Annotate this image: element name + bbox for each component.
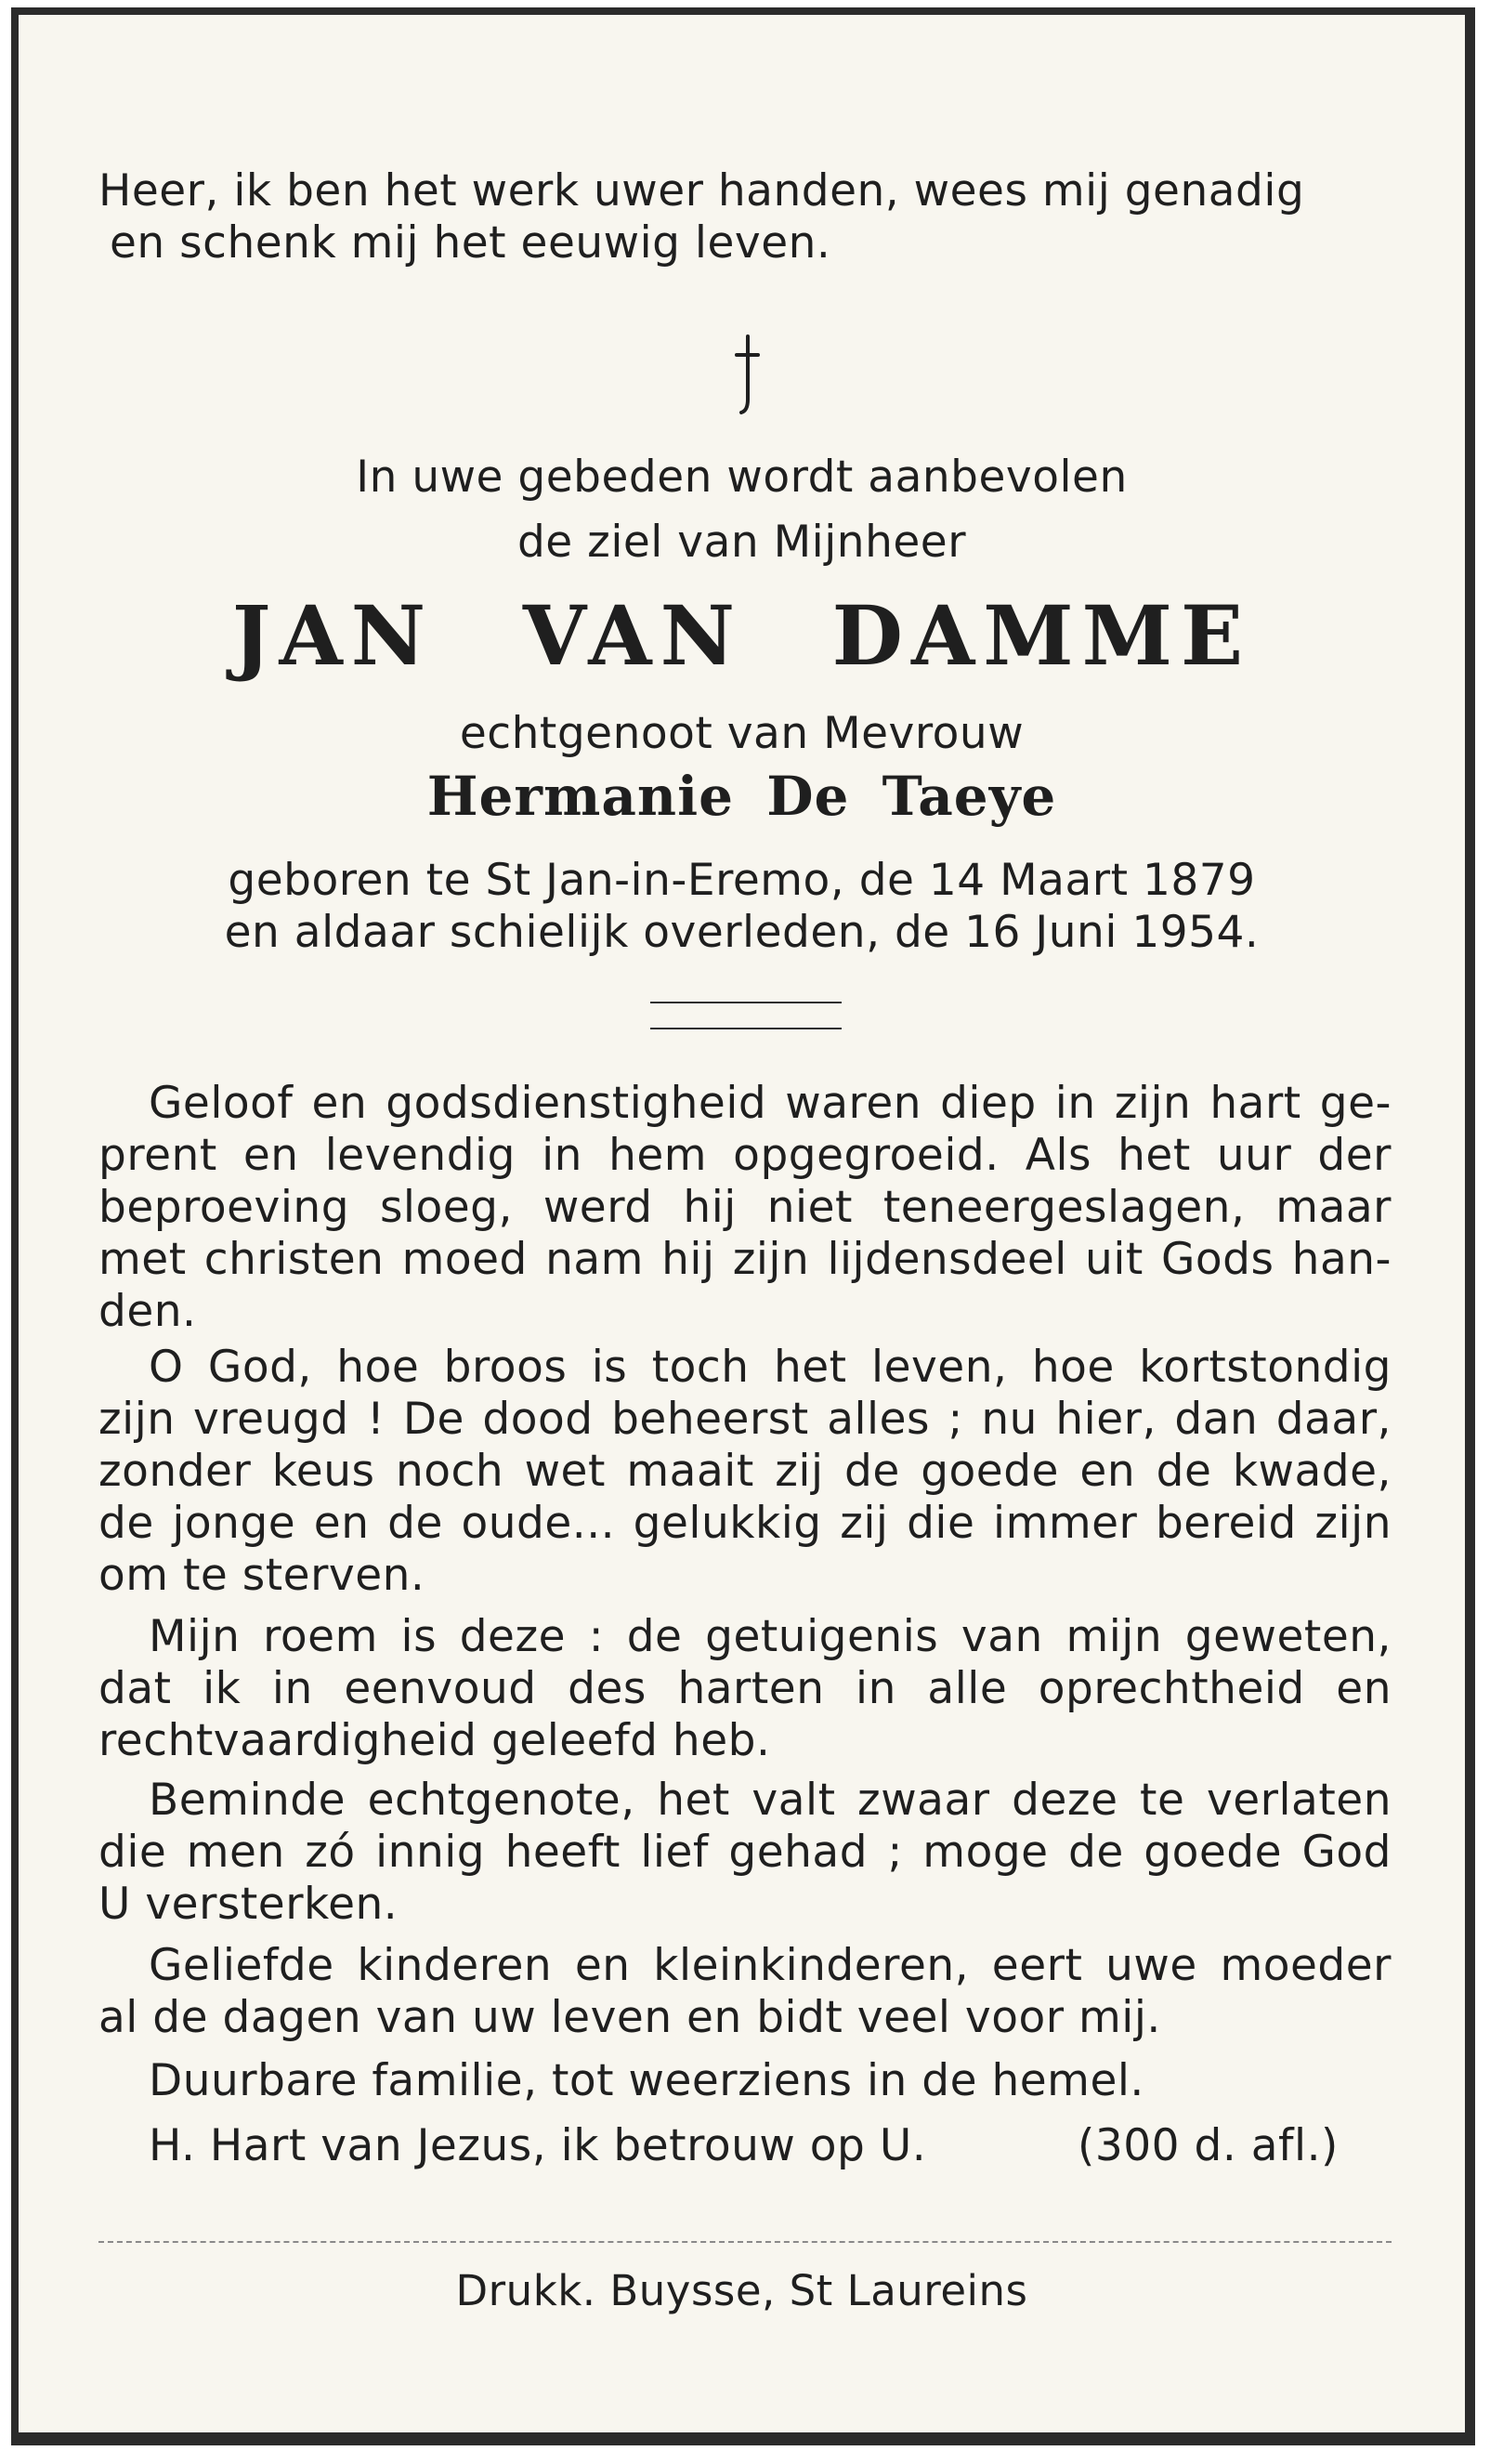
text-line: zonder keus noch wet maait zij de goede en de kwade,	[98, 1446, 1392, 1497]
text-line: Geliefde kinderen en kleinkinderen, eert uwe moeder	[149, 1940, 1392, 1991]
text-line: rechtvaardigheid geleefd heb.	[98, 1715, 771, 1766]
dates-line-2: en aldaar schielijk overleden, de 16 Juni 1954.	[224, 907, 1260, 958]
text-line: beproeving sloeg, werd hij niet teneergeslagen, maar	[98, 1182, 1392, 1233]
text-line: de jonge en de oude... gelukkig zij die immer bereid zijn	[98, 1498, 1392, 1549]
text-line: prent en levendig in hem opgegroeid. Als het uur der	[98, 1130, 1392, 1181]
text-line: dat ik in eenvoud des harten in alle oprechtheid en	[98, 1663, 1392, 1714]
closing-prayer: H. Hart van Jezus, ik betrouw op U.	[149, 2120, 927, 2171]
printer-credit: Drukk. Buysse, St Laureins	[455, 2266, 1028, 2315]
text-line: die men zó innig heeft lief gehad ; moge de goede God	[98, 1827, 1392, 1878]
text-line: zijn vreugd ! De dood beheerst alles ; nu hier, dan daar,	[98, 1394, 1392, 1445]
text-line: al de dagen van uw leven en bidt veel voor mij.	[98, 1992, 1161, 2043]
cross-icon	[734, 334, 760, 414]
text-line: O God, hoe broos is toch het leven, hoe kortstondig	[149, 1342, 1392, 1393]
text-line: Mijn roem is deze : de getuigenis van mijn geweten,	[149, 1611, 1392, 1662]
divider-line-top	[650, 1002, 842, 1003]
footer-divider	[98, 2241, 1392, 2243]
deceased-name: JAN VAN DAMME	[231, 587, 1252, 684]
text-line: U versterken.	[98, 1879, 399, 1930]
text-line: Duurbare familie, tot weerziens in de hemel.	[149, 2055, 1144, 2106]
memorial-card	[11, 7, 1475, 2445]
prayer-line-1: Heer, ik ben het werk uwer handen, wees mij genadig	[98, 165, 1305, 216]
text-line: om te sterven.	[98, 1550, 425, 1601]
divider-line-bottom	[650, 1028, 842, 1029]
text-line: Geloof en godsdienstigheid waren diep in zijn hart ge-	[149, 1078, 1392, 1129]
prayer-line-2: en schenk mij het eeuwig leven.	[110, 217, 831, 269]
text-line: met christen moed nam hij zijn lijdensdeel uit Gods han-	[98, 1234, 1392, 1285]
spouse-name: Hermanie De Taeye	[426, 765, 1057, 828]
text-line: Beminde echtgenote, het valt zwaar deze te verlaten	[149, 1775, 1392, 1826]
intro-line-2: de ziel van Mijnheer	[516, 517, 967, 568]
intro-line-1: In uwe gebeden wordt aanbevolen	[356, 452, 1128, 503]
indulgence-note: (300 d. afl.)	[1078, 2120, 1339, 2171]
spouse-label: echtgenoot van Mevrouw	[459, 708, 1025, 759]
text-line: den.	[98, 1286, 197, 1337]
dates-line-1: geboren te St Jan-in-Eremo, de 14 Maart 1879	[228, 855, 1256, 906]
